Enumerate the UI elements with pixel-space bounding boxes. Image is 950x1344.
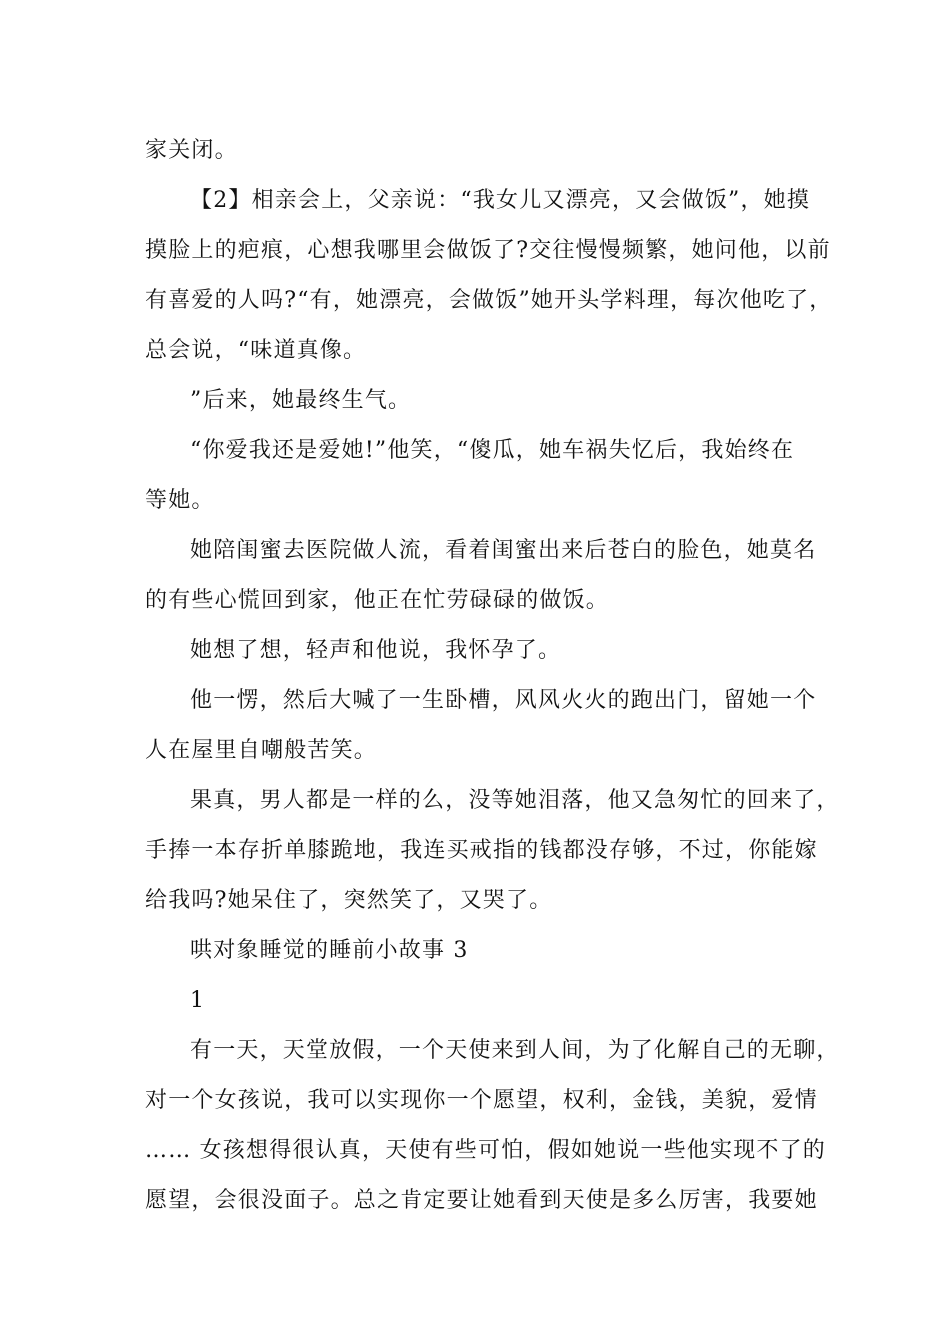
text-line: 给我吗?她呆住了，突然笑了，又哭了。 (145, 888, 553, 913)
section-heading: 哄对象睡觉的睡前小故事 3 (190, 938, 469, 963)
text-line: 【2】相亲会上，父亲说：“我女儿又漂亮，又会做饭”，她摸 (190, 188, 811, 213)
text-line: 手捧一本存折单膝跪地，我连买戒指的钱都没存够，不过，你能嫁 (145, 838, 818, 863)
text-line: 她想了想，轻声和他说，我怀孕了。 (190, 638, 562, 663)
text-line: 他一愣，然后大喊了一生卧槽，风风火火的跑出门，留她一个 (190, 688, 817, 713)
section-number: 1 (190, 988, 206, 1013)
text-line: ”后来，她最终生气。 (190, 388, 412, 413)
text-line: 总会说，“味道真像。 (145, 338, 367, 363)
text-line: 对一个女孩说，我可以实现你一个愿望，权利，金钱，美貌，爱情 (145, 1088, 818, 1113)
text-line: 等她。 (145, 488, 215, 513)
text-line: 的有些心慌回到家，他正在忙劳碌碌的做饭。 (145, 588, 610, 613)
text-line: 人在屋里自嘲般苦笑。 (145, 738, 378, 763)
text-line: 摸脸上的疤痕，心想我哪里会做饭了?交往慢慢频繁，她问他，以前 (145, 238, 831, 263)
text-line: “你爱我还是爱她!”他笑，“傻瓜，她车祸失忆后，我始终在 (190, 438, 795, 463)
text-line: 愿望，会很没面子。总之肯定要让她看到天使是多么厉害，我要她 (145, 1188, 818, 1213)
text-line: 有一天，天堂放假，一个天使来到人间，为了化解自己的无聊， (190, 1038, 840, 1063)
text-line: 她陪闺蜜去医院做人流，看着闺蜜出来后苍白的脸色，她莫名 (190, 538, 817, 563)
text-line: 有喜爱的人吗?“有，她漂亮，会做饭”她开头学料理，每次他吃了， (145, 288, 833, 313)
text-line: …… 女孩想得很认真，天使有些可怕，假如她说一些他实现不了的 (145, 1138, 826, 1163)
text-line: 家关闭。 (145, 138, 238, 163)
text-line: 果真，男人都是一样的么，没等她泪落，他又急匆忙的回来了， (190, 788, 840, 813)
